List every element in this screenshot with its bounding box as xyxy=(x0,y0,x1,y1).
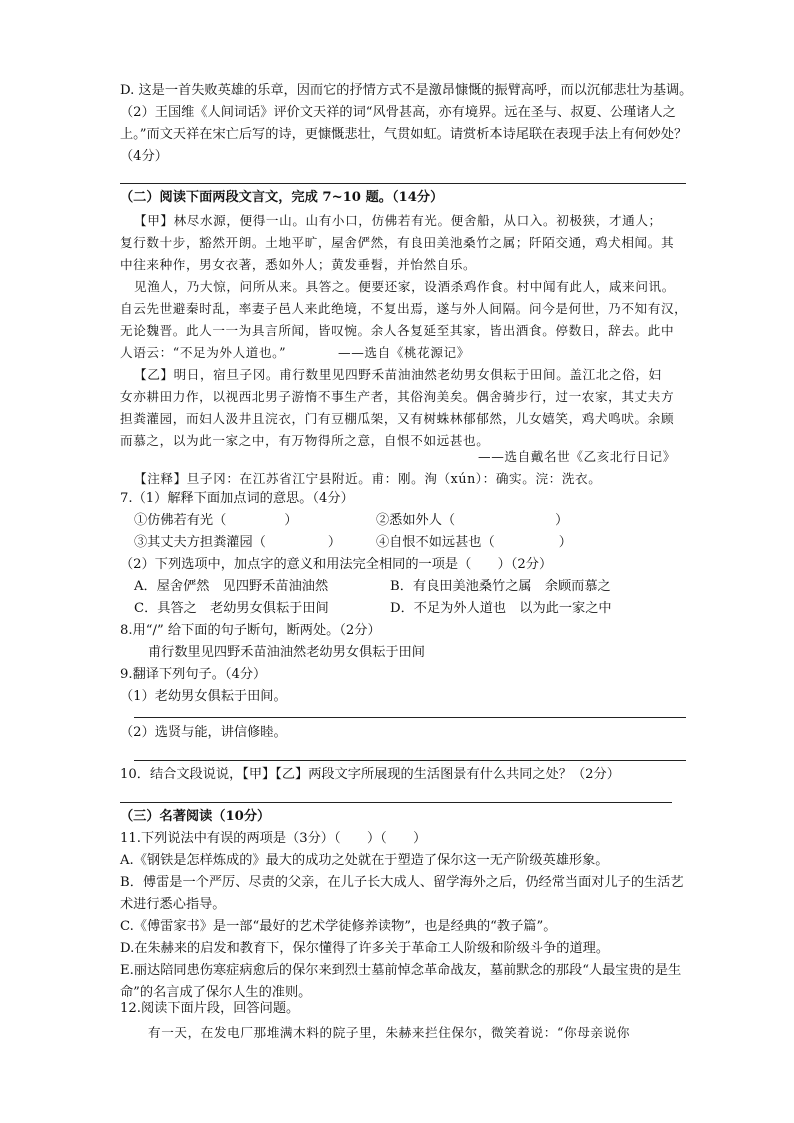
q10-title: 10．结合文段说说，【甲】【乙】两段文字所展现的生活图景有什么共同之处？（2分） xyxy=(120,767,620,782)
yi-line: 【乙】明日，宿旦子冈。甫行数里见四野禾苗油油然老幼男女俱耘于田间。盖江北之俗，妇 xyxy=(134,367,662,382)
section2-heading: （二）阅读下面两段文言文，完成 7~10 题。（14分） xyxy=(120,190,444,205)
jia-line: 复行数十步，豁然开朗。土地平旷，屋舍俨然，有良田美池桑竹之属；阡陌交通，鸡犬相闻。其 xyxy=(120,235,675,250)
jia-line: 人语云：“不足为外人道也。” xyxy=(120,345,287,360)
q11-option-a: A.《钢铁是怎样炼成的》最大的成功之处就在于塑造了保尔这一无产阶级英雄形象。 xyxy=(120,853,609,868)
q7-option-b: B．有良田美池桑竹之属 余顾而慕之 xyxy=(390,579,611,594)
section3-heading: （三）名著阅读（10分） xyxy=(120,809,271,824)
divider-line xyxy=(120,183,686,184)
poem-q2-score: （4分） xyxy=(120,149,168,164)
q7-title: 7.（1）解释下面加点词的意思。（4分） xyxy=(120,491,354,506)
answer-line xyxy=(134,760,686,761)
q7-option-d: D．不足为外人道也 以为此一家之中 xyxy=(390,601,612,616)
q12-title: 12.阅读下面片段，回答问题。 xyxy=(120,1001,300,1016)
q11-option-b: B．傅雷是一个严厉、尽责的父亲，在儿子长大成人、留学海外之后，仍经常当面对儿子的生活艺 xyxy=(120,875,684,890)
jia-line: 自云先世避秦时乱，率妻子邑人来此绝境，不复出焉，遂与外人间隔。问今是何世，乃不知有汉， xyxy=(120,301,688,316)
q8-title: 8.用“/” 给下面的句子断句，断两处。（2分） xyxy=(120,623,381,638)
poem-option-d: D. 这是一首失败英雄的乐章，因而它的抒情方式不是激昂慷慨的振臂高呼，而以沉郁悲壮为基调。 xyxy=(120,83,693,98)
q9-item-2: （2）选贤与能，讲信修睦。 xyxy=(120,725,287,740)
q7-item-4: ④自恨不如远甚也（ ） xyxy=(376,535,572,550)
q12-passage: 有一天，在发电厂那堆满木料的院子里，朱赫来拦住保尔，微笑着说：“你母亲说你 xyxy=(148,1025,631,1040)
q11-option-e-cont: 命”的名言成了保尔人生的准则。 xyxy=(120,985,312,1000)
answer-line xyxy=(120,802,672,803)
poem-q2-line2: 上。”而文天祥在宋亡后写的诗，更慷慨悲壮，气贯如虹。请赏析本诗尾联在表现手法上有何妙处？ xyxy=(120,127,688,142)
jia-line: 【甲】林尽水源，便得一山。山有小口，仿佛若有光。便舍船，从口入。初极狭，才通人； xyxy=(134,213,662,228)
q11-option-b-cont: 术进行悉心指导。 xyxy=(120,897,226,912)
yi-source: ——选自戴名世《乙亥北行日记》 xyxy=(478,449,676,464)
q11-option-c: C.《傅雷家书》是一部“最好的艺术学徒修养读物”，也是经典的“教子篇”。 xyxy=(120,919,557,934)
q7-option-a: A．屋舍俨然 见四野禾苗油油然 xyxy=(134,579,329,594)
q7-item-2: ②悉如外人（ ） xyxy=(376,513,569,528)
q11-option-d: D.在朱赫来的启发和教育下，保尔懂得了许多关于革命工人阶级和阶级斗争的道理。 xyxy=(120,941,610,956)
jia-line: 中往来种作，男女衣著，悉如外人；黄发垂髫，并怡然自乐。 xyxy=(120,257,477,272)
q11-option-e: E.丽达陪同患伤寒症病愈后的保尔来到烈士墓前悼念革命战友，墓前默念的那段“人最宝贵的是生 xyxy=(120,963,682,978)
annotation-note: 【注释】旦子冈：在江苏省江宁县附近。甫：刚。洵（xún）：确实。浣：洗衣。 xyxy=(134,471,602,486)
jia-source: ——选自《桃花源记》 xyxy=(338,345,470,360)
q9-title: 9.翻译下列句子。（4分） xyxy=(120,667,267,682)
q8-sentence: 甫行数里见四野禾苗油油然老幼男女俱耘于田间 xyxy=(148,645,425,660)
q7-item-1: ①仿佛若有光（ ） xyxy=(134,513,298,528)
q7-part2: （2）下列选项中，加点字的意义和用法完全相同的一项是（ ）（2分） xyxy=(120,557,553,572)
yi-line: 担粪灌园，而妇人汲井且浣衣，门有豆棚瓜架，又有树蛛林郁郁然，儿女嬉笑，鸡犬鸣吠。余顾 xyxy=(120,411,675,426)
jia-line: 见渔人，乃大惊，问所从来。具答之。便要还家，设酒杀鸡作食。村中闻有此人，咸来问讯。 xyxy=(134,279,675,294)
q7-item-3: ③其丈夫方担粪灌园（ ） xyxy=(134,535,342,550)
poem-q2-line1: （2）王国维《人间词话》评价文天祥的词“风骨甚高，亦有境界。远在圣与、叔夏、公瑾诸人之 xyxy=(120,105,676,120)
yi-line: 女亦耕田力作，以视西北男子游惰不事生产者，其俗洵美矣。偶舍骑步行，过一农家，其丈夫方 xyxy=(120,389,675,404)
answer-line xyxy=(134,717,686,718)
yi-line: 而慕之，以为此一家之中，有万物得所之意，自恨不如远甚也。 xyxy=(120,433,490,448)
q9-item-1: （1）老幼男女俱耘于田间。 xyxy=(120,689,287,704)
q7-option-c: C．具答之 老幼男女俱耘于田间 xyxy=(134,601,329,616)
jia-line: 无论魏晋。此人一一为具言所闻，皆叹惋。余人各复延至其家，皆出酒食。停数日，辞去。此中 xyxy=(120,323,675,338)
q11-title: 11.下列说法中有误的两项是（3分）（ ）（ ） xyxy=(120,831,427,846)
